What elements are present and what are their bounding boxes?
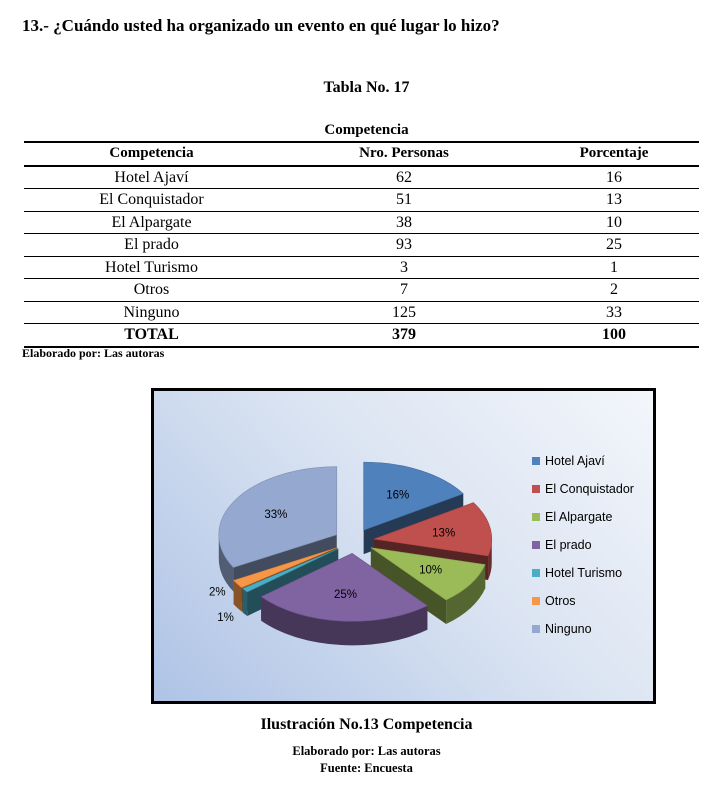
cell-percent: 2 <box>529 279 699 302</box>
cell-percent: 33 <box>529 301 699 324</box>
cell-percent: 13 <box>529 189 699 212</box>
total-count: 379 <box>279 324 529 347</box>
legend-item-label: El Alpargate <box>545 510 613 524</box>
legend-swatch <box>532 513 540 521</box>
cell-name: Otros <box>24 279 279 302</box>
pie-percent-label: 1% <box>217 611 234 624</box>
table-row <box>24 279 699 302</box>
cell-name: El prado <box>24 234 279 257</box>
total-percent: 100 <box>529 324 699 347</box>
total-label: TOTAL <box>24 324 279 347</box>
pie-chart <box>151 388 656 704</box>
figure-source-note: Fuente: Encuesta <box>320 761 413 775</box>
legend-item-label: Otros <box>545 594 576 608</box>
cell-count: 3 <box>279 256 529 279</box>
chart-legend <box>532 454 634 636</box>
cell-count: 7 <box>279 279 529 302</box>
pie-chart-svg <box>154 391 653 701</box>
legend-swatch <box>532 485 540 493</box>
pie-slice-rim <box>243 589 248 616</box>
cell-name: El Alpargate <box>24 211 279 234</box>
legend-item-label: Hotel Ajaví <box>545 454 605 468</box>
cell-name: El Conquistador <box>24 189 279 212</box>
header-competencia: Competencia <box>24 142 279 166</box>
legend-swatch <box>532 625 540 633</box>
table-row <box>24 211 699 234</box>
pie-percent-label: 16% <box>386 489 410 502</box>
cell-percent: 10 <box>529 211 699 234</box>
header-nro-personas: Nro. Personas <box>279 142 529 166</box>
cell-percent: 25 <box>529 234 699 257</box>
cell-count: 62 <box>279 166 529 189</box>
figure-author-note: Elaborado por: Las autoras <box>292 744 441 758</box>
legend-item-label: El Conquistador <box>545 482 634 496</box>
legend-swatch <box>532 541 540 549</box>
cell-count: 38 <box>279 211 529 234</box>
cell-count: 125 <box>279 301 529 324</box>
table-row <box>24 166 699 189</box>
cell-name: Ninguno <box>24 301 279 324</box>
legend-swatch <box>532 597 540 605</box>
pie-percent-label: 13% <box>432 527 456 540</box>
cell-percent: 1 <box>529 256 699 279</box>
table-row <box>24 301 699 324</box>
legend-swatch <box>532 569 540 577</box>
pie-percent-label: 25% <box>333 588 357 601</box>
table-header-row <box>24 142 699 166</box>
question-text: 13.- ¿Cuándo usted ha organizado un evento en qué lugar lo hizo? <box>22 16 500 35</box>
cell-count: 93 <box>279 234 529 257</box>
legend-item-label: Hotel Turismo <box>545 566 623 580</box>
table-row <box>24 234 699 257</box>
header-porcentaje: Porcentaje <box>529 142 699 166</box>
pie-percent-label: 10% <box>419 564 443 577</box>
cell-percent: 16 <box>529 166 699 189</box>
figure-caption: Ilustración No.13 Competencia <box>260 716 473 733</box>
table-row <box>24 256 699 279</box>
pie-percent-label: 2% <box>209 586 226 599</box>
pie-percent-label: 33% <box>264 508 288 521</box>
cell-count: 51 <box>279 189 529 212</box>
table-total-row <box>24 324 699 347</box>
table-row <box>24 189 699 212</box>
table-title: Tabla No. 17 <box>323 79 410 96</box>
cell-name: Hotel Turismo <box>24 256 279 279</box>
data-table <box>24 141 699 348</box>
legend-item-label: El prado <box>545 538 592 552</box>
table-source-note: Elaborado por: Las autoras <box>22 346 165 360</box>
table-caption: Competencia <box>324 122 409 138</box>
cell-name: Hotel Ajaví <box>24 166 279 189</box>
legend-swatch <box>532 457 540 465</box>
legend-item-label: Ninguno <box>545 622 592 636</box>
